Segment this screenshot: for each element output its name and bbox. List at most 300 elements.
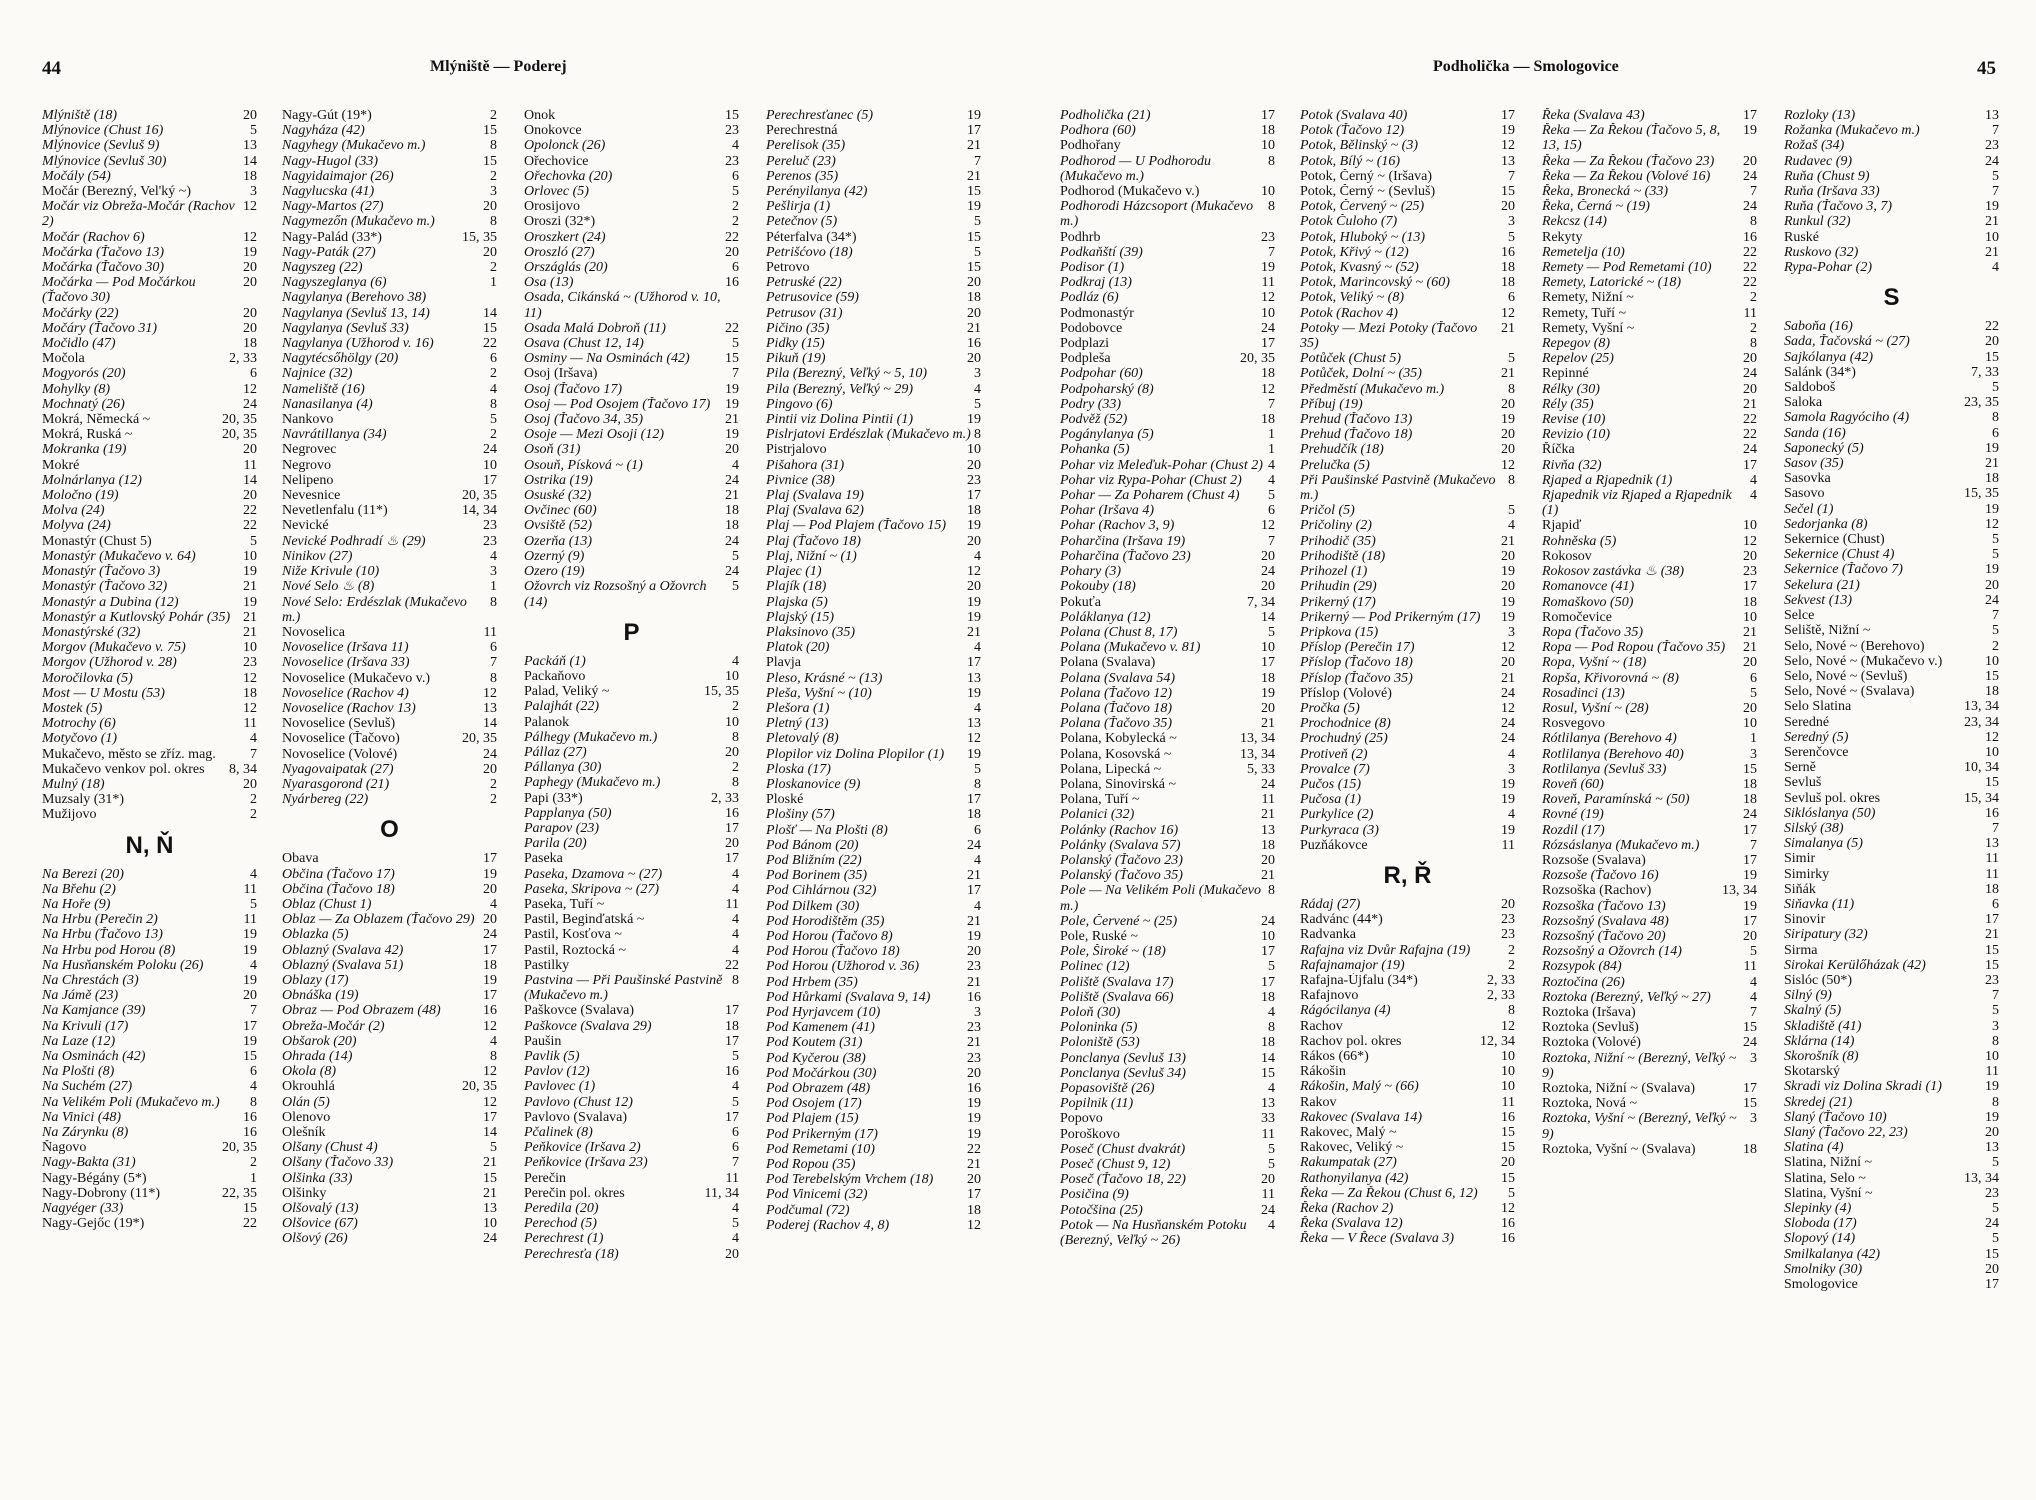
entry-name: Nyagovaipatak (27) [282,761,394,777]
entry-name: Plaj (Ťačovo 18) [766,533,861,549]
entry-reference: 7 [1508,168,1515,184]
entry-name: Paškovce (Svalava) [524,1003,635,1019]
index-entry [282,564,497,579]
entry-name: Pod Prikerným (17) [766,1126,878,1142]
index-entry [1300,625,1515,640]
index-entry [1300,792,1515,807]
entry-reference: 15 [1501,1170,1515,1186]
entry-reference: 13, 34 [1964,699,1999,715]
index-entry [42,260,257,275]
entry-name: Rozsoška (Ťačovo 13) [1542,898,1666,914]
entry-reference: 24 [1501,731,1515,747]
entry-reference: 21 [725,412,739,428]
entry-name: Na Krivuli (17) [42,1018,129,1034]
entry-reference: 4 [250,731,257,747]
entry-reference: 18 [1261,123,1275,139]
entry-reference: 17 [1261,974,1275,990]
entry-name: Rágócilanya (4) [1300,1003,1391,1019]
index-entry [524,473,739,488]
entry-reference: 21 [483,1185,497,1201]
index-entry [1300,245,1515,260]
index-entry [1300,290,1515,305]
entry-name: Plaj, Nižní ~ (1) [766,548,857,564]
entry-name: Popovo [1060,1111,1103,1127]
index-entry [1784,471,1999,486]
index-entry [1060,777,1275,792]
entry-reference: 13 [1985,1140,1999,1156]
index-entry [282,851,497,866]
entry-reference: 8 [1508,381,1515,397]
index-entry [1542,549,1757,564]
entry-reference: 19 [243,972,257,988]
index-entry [282,260,497,275]
entry-name: Potok, Veliký ~ (8) [1300,290,1404,306]
entry-name: Močár viz Obreža-Močár (Rachov 2) [42,199,235,230]
entry-name: Nagylanya (Užhorod v. 16) [282,336,434,352]
entry-reference: 7 [732,1155,739,1171]
index-entry [42,1216,257,1231]
index-entry [1060,1157,1275,1172]
index-entry [1060,1066,1275,1081]
index-entry [282,897,497,912]
entry-name: Revizio (10) [1542,427,1611,443]
index-entry [1542,914,1757,929]
entry-name: Remetelja (10) [1542,244,1625,260]
entry-reference: 20, 35 [1240,351,1275,367]
entry-name: Nagyéger (33) [42,1201,124,1217]
index-entry [1300,595,1515,610]
entry-reference: 13 [483,700,497,716]
entry-name: Rypa-Pohar (2) [1784,260,1872,276]
entry-reference: 6 [250,366,257,382]
index-entry [1542,184,1757,199]
entry-reference: 4 [1268,472,1275,488]
entry-name: Nagy-Gút (19*) [282,108,372,123]
entry-reference: 23 [967,472,981,488]
entry-reference: 16 [243,1125,257,1140]
entry-reference: 22 [243,518,257,534]
entry-reference: 11 [1261,275,1275,291]
entry-name: Podhořany [1060,138,1121,154]
entry-reference: 10 [1985,229,1999,245]
index-entry [282,169,497,184]
entry-name: Pročka (5) [1300,700,1360,716]
entry-name: Rozloky (13) [1784,108,1856,123]
index-entry [524,199,739,214]
entry-reference: 4 [1508,807,1515,823]
index-entry [1542,290,1757,305]
entry-reference: 23 [1985,138,1999,154]
entry-reference: 20 [1743,381,1757,397]
index-entry [1542,640,1757,655]
entry-name: Palad, Veliký ~ [524,684,610,700]
entry-reference: 18 [1743,776,1757,792]
entry-reference: 19 [1985,562,1999,578]
entry-name: Potok (Ťačovo 12) [1300,123,1405,139]
index-entry [1060,1218,1275,1248]
index-entry [282,458,497,473]
entry-name: Paphegy (Mukačevo m.) [524,775,661,791]
entry-name: Packaňovo [524,668,586,684]
entry-name: Močidlo (47) [42,336,116,352]
entry-reference: 6 [1268,503,1275,519]
index-entry [282,777,497,792]
entry-name: Močárka (Ťačovo 13) [42,244,165,260]
index-entry [1542,321,1757,336]
entry-name: Rathonyilanya (42) [1300,1170,1409,1186]
entry-name: Slepinky (4) [1784,1201,1852,1217]
entry-reference: 18 [483,957,497,973]
index-entry [1542,731,1757,746]
entry-name: Parapov (23) [524,820,600,836]
entry-reference: 5 [974,214,981,230]
entry-name: Silný (9) [1784,988,1832,1004]
entry-name: Ploskanovice (9) [766,776,861,792]
index-entry [766,412,981,427]
index-entry [524,108,739,123]
entry-reference: 20 [243,988,257,1004]
index-entry [1300,1095,1515,1110]
entry-name: Plešora (1) [766,700,830,716]
section-heading [1300,859,1515,893]
entry-reference: 12 [967,731,981,747]
entry-reference: 10 [1261,184,1275,200]
entry-reference: 20 [1501,896,1515,912]
entry-reference: 17 [1261,655,1275,671]
entry-reference: 2 [250,807,257,823]
index-entry [524,397,739,412]
entry-reference: 10 [483,457,497,473]
entry-reference: 7 [490,655,497,671]
entry-reference: 7 [250,1003,257,1019]
index-entry [1300,275,1515,290]
index-entry [42,1201,257,1216]
entry-name: Ropa, Vyšní ~ (18) [1542,655,1647,671]
entry-name: Sedorjanka (8) [1784,516,1868,532]
entry-reference: 4 [732,881,739,897]
entry-name: Podobovce [1060,320,1123,336]
entry-reference: 11 [483,624,497,640]
entry-reference: 21 [1985,244,1999,260]
index-entry [42,321,257,336]
entry-reference: 4 [732,927,739,943]
index-entry [1300,958,1515,973]
entry-reference: 5 [1268,488,1275,504]
entry-name: Poharčina (Iršava 19) [1060,533,1186,549]
entry-reference: 22 [1743,244,1757,260]
entry-reference: 24 [1985,1216,1999,1232]
entry-reference: 20, 35 [222,412,257,428]
index-entry [1784,123,1999,138]
index-entry [1060,1142,1275,1157]
index-entry [1060,807,1275,822]
entry-reference: 13 [483,1201,497,1217]
entry-reference: 21 [1985,214,1999,230]
index-entry [42,958,257,973]
index-entry [1060,686,1275,701]
entry-name: Potočšina (25) [1060,1202,1143,1218]
entry-reference: 7 [1992,123,1999,139]
index-entry [1542,442,1757,457]
entry-name: Rosul, Vyšní ~ (28) [1542,700,1649,716]
entry-reference: 4 [490,381,497,397]
entry-reference: 15 [1985,668,1999,684]
entry-reference: 16 [725,805,739,821]
entry-name: Plavja [766,655,801,671]
index-entry [1300,640,1515,655]
index-entry [524,442,739,457]
entry-name: Sanda (16) [1784,425,1846,441]
entry-reference: 5 [1992,168,1999,184]
entry-reference: 2 [732,760,739,776]
entry-reference: 7 [1992,608,1999,624]
entry-reference: 7 [732,366,739,382]
index-entry [1060,442,1275,457]
entry-name: Na Vinici (48) [42,1109,122,1125]
entry-reference: 5 [250,896,257,912]
entry-name: Mužijovo [42,807,97,823]
entry-reference: 24 [483,442,497,458]
entry-name: Podhorod — U Podhorodu (Mukačevo m.) [1060,153,1212,184]
entry-reference: 11 [1261,1126,1275,1142]
index-entry [1300,427,1515,442]
entry-name: Purkylice (2) [1300,807,1374,823]
entry-reference: 20 [243,305,257,321]
entry-reference: 21 [967,320,981,336]
index-entry [524,1079,739,1094]
index-entry [1784,608,1999,623]
index-entry [1542,625,1757,640]
index-entry [282,518,497,533]
entry-reference: 8 [732,729,739,745]
entry-reference: 24 [1261,564,1275,580]
entry-reference: 18 [243,336,257,352]
entry-reference: 19 [725,396,739,412]
entry-reference: 15 [243,1048,257,1064]
entry-reference: 17 [1985,1277,1999,1293]
entry-name: Plopilor viz Dolina Plopilor (1) [766,746,945,762]
index-entry [42,488,257,503]
entry-name: Potok, Červený ~ (25) [1300,199,1425,215]
entry-reference: 16 [243,1109,257,1125]
entry-name: Roztoka, Vyšní ~ (Berezný, Veľký ~ 9) [1542,1111,1737,1142]
running-head: Mlýniště — Poderej [430,58,567,75]
entry-reference: 4 [974,381,981,397]
index-entry [766,625,981,640]
entry-reference: 15 [1261,1065,1275,1081]
entry-reference: 5 [1992,1231,1999,1247]
entry-reference: 7 [1750,837,1757,853]
entry-name: Plajík (18) [766,579,827,595]
entry-reference: 19 [725,381,739,397]
entry-reference: 4 [1750,472,1757,488]
entry-name: Rakov [1300,1094,1337,1110]
entry-name: Protiveň (2) [1300,746,1368,762]
index-entry [766,807,981,822]
entry-reference: 17 [483,472,497,488]
index-entry [766,366,981,381]
index-entry [282,1064,497,1079]
entry-reference: 10 [725,714,739,730]
entry-name: Plajec (1) [766,564,822,580]
entry-reference: 21 [1501,366,1515,382]
entry-name: Roveň (60) [1542,776,1604,792]
index-entry [524,366,739,381]
entry-reference: 11 [243,912,257,928]
index-entry [1300,564,1515,579]
index-entry [1784,1064,1999,1079]
index-entry [1542,1035,1757,1050]
entry-name: Perečin [524,1170,566,1186]
index-entry [282,912,497,927]
index-column [1300,108,1515,1247]
entry-name: Na Osminách (42) [42,1048,146,1064]
entry-name: Repegov (8) [1542,336,1611,352]
index-entry [1542,655,1757,670]
entry-reference: 8 [1992,410,1999,426]
entry-reference: 15 [1501,1125,1515,1140]
index-entry [1542,534,1757,549]
index-entry [42,123,257,138]
index-entry [766,1066,981,1081]
entry-name: Řeka — V Řece (Svalava 3) [1300,1231,1455,1247]
entry-reference: 18 [725,518,739,534]
entry-reference: 2 [490,260,497,276]
entry-name: Podpoharský (8) [1060,381,1154,397]
index-entry [1060,716,1275,731]
entry-reference: 4 [490,896,497,912]
index-entry [1784,578,1999,593]
entry-name: Prihozel (1) [1300,564,1368,580]
entry-name: Močárka (Ťačovo 30) [42,260,165,276]
entry-reference: 8 [490,396,497,412]
entry-reference: 5 [1508,229,1515,245]
entry-reference: 8 [1508,1003,1515,1019]
entry-reference: 20 [967,1172,981,1188]
entry-name: Péterfalva (34*) [766,229,857,245]
index-entry [1784,230,1999,245]
entry-name: Siňák [1784,881,1816,897]
entry-reference: 8 [490,594,497,610]
entry-name: Pleša, Vyšní ~ (10) [766,685,872,701]
index-entry [766,290,981,305]
entry-name: Potok, Bílý ~ (16) [1300,153,1401,169]
entry-name: Prikerný (17) [1300,594,1376,610]
entry-name: Rokosov zastávka ♨ (38) [1542,564,1685,580]
entry-name: Novoselica [282,624,345,640]
entry-reference: 7 [1750,184,1757,200]
index-entry [1542,382,1757,397]
index-entry [282,230,497,245]
entry-reference: 20 [1743,655,1757,671]
index-entry [1784,380,1999,395]
entry-reference: 23 [1261,229,1275,245]
index-entry [282,321,497,336]
entry-reference: 5 [1992,380,1999,396]
entry-reference: 3 [1508,624,1515,640]
index-entry [42,777,257,792]
entry-reference: 1 [490,579,497,595]
index-entry [1300,1186,1515,1201]
index-entry [1060,488,1275,503]
index-entry [1542,427,1757,442]
index-entry [1060,351,1275,366]
index-entry [524,867,739,882]
entry-name: Polinec (12) [1060,959,1130,975]
entry-reference: 21 [1985,456,1999,472]
entry-name: Plaksinovo (35) [766,624,856,640]
entry-reference: 3 [490,184,497,200]
entry-name: Pučos (15) [1300,776,1362,792]
entry-reference: 4 [732,866,739,882]
entry-reference: 20 [967,533,981,549]
entry-name: Olšovice (67) [282,1216,358,1232]
index-entry [282,1110,497,1125]
entry-name: Rákos (66*) [1300,1048,1369,1064]
index-entry [1784,927,1999,942]
entry-reference: 19 [1501,412,1515,428]
entry-reference: 13 [1985,836,1999,852]
entry-name: Rozdil (17) [1542,822,1605,838]
entry-reference: 5 [1992,1155,1999,1171]
entry-name: Pivnice (38) [766,472,835,488]
entry-reference: 24 [1743,807,1757,823]
entry-reference: 24 [1501,685,1515,701]
entry-reference: 2 [732,214,739,230]
entry-name: Pod Kyčerou (38) [766,1050,866,1066]
index-entry [1542,412,1757,427]
index-entry [766,1172,981,1187]
index-entry [766,747,981,762]
index-entry [1060,184,1275,199]
entry-reference: 17 [725,820,739,836]
entry-name: Olešník [282,1125,326,1140]
entry-name: Nagyszeglanya (6) [282,275,387,291]
index-entry [766,914,981,929]
index-entry [282,927,497,942]
index-entry [1542,1081,1757,1096]
index-entry [42,1034,257,1049]
index-entry [524,882,739,897]
entry-reference: 10 [1501,1048,1515,1064]
entry-name: Remety, Latorické ~ (18) [1542,275,1681,291]
entry-name: Osouň, Písková ~ (1) [524,457,643,473]
index-entry [524,1110,739,1125]
entry-name: Ropša, Křivorovná ~ (8) [1542,670,1679,686]
entry-name: Nyárbereg (22) [282,792,369,808]
entry-name: Ruňa (Iršava 33) [1784,184,1880,200]
index-entry [766,990,981,1005]
entry-reference: 19 [1501,594,1515,610]
entry-reference: 12 [243,670,257,686]
entry-name: Olán (5) [282,1094,330,1110]
entry-name: Sekelura (21) [1784,577,1860,593]
index-entry [766,275,981,290]
entry-name: Podpleša [1060,351,1111,367]
index-entry [766,1096,981,1111]
index-entry [766,777,981,792]
entry-reference: 16 [1501,244,1515,260]
entry-name: Močárka — Pod Močárkou (Ťačovo 30) [42,275,196,306]
entry-name: Obava [282,851,319,867]
entry-reference: 18 [1261,670,1275,686]
index-entry [766,214,981,229]
entry-reference: 11 [1985,866,1999,882]
entry-name: Slaný (Ťačovo 22, 23) [1784,1125,1908,1140]
entry-reference: 17 [243,1018,257,1034]
entry-name: Pintii viz Dolina Pintii (1) [766,412,913,428]
entry-reference: 13, 34 [1240,731,1275,747]
